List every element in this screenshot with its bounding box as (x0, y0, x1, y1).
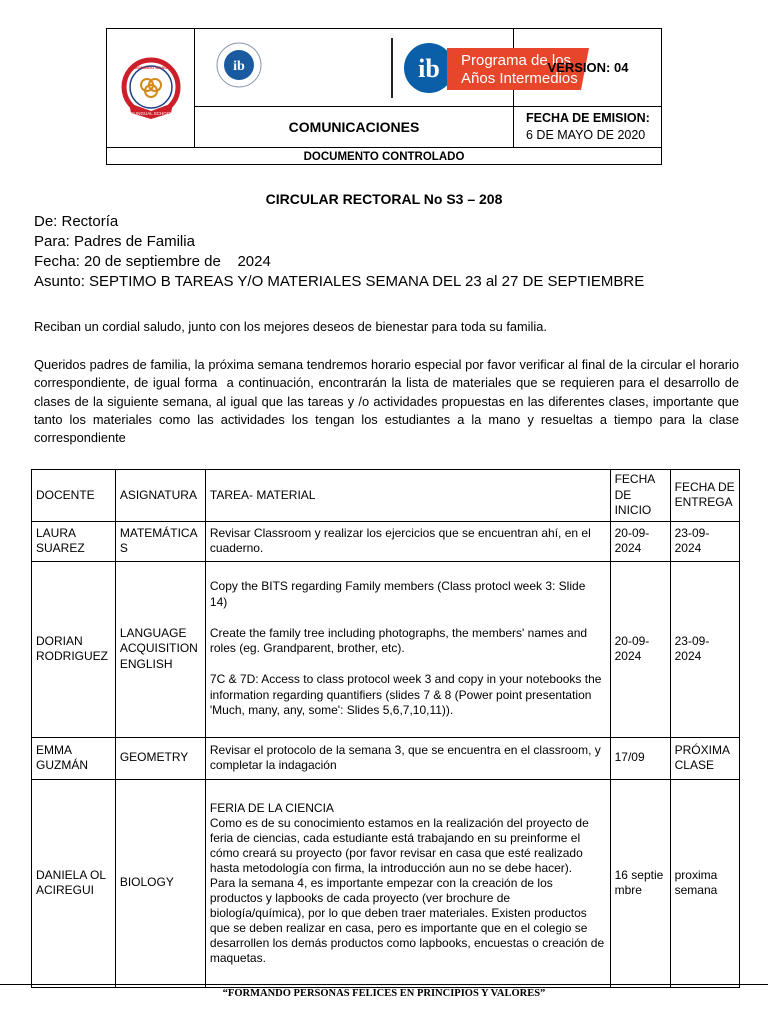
cell-asignatura: MATEMÁTICAS (115, 521, 205, 561)
cell-tarea: Revisar el protocolo de la semana 3, que se encuentra en el classroom, y completar la indagación (205, 737, 610, 779)
comunicaciones-label: COMUNICACIONES (195, 107, 514, 147)
meta-asunto: Asunto: SEPTIMO B TAREAS Y/O MATERIALES SEMANA DEL 23 al 27 DE SEPTIEMBRE (34, 273, 645, 290)
table-header-row (32, 470, 740, 522)
cell-asignatura: GEOMETRY (115, 737, 205, 779)
fecha-emision-value: 6 DE MAYO DE 2020 (526, 128, 646, 142)
cell-docente: LAURA SUAREZ (32, 521, 116, 561)
document-header (106, 28, 662, 165)
school-logo-cell (107, 29, 195, 147)
version-label: VERSION: 04 (514, 29, 662, 107)
cell-docente: DORIAN RODRIGUEZ (32, 561, 116, 737)
header-tarea: TAREA- MATERIAL (205, 470, 610, 522)
cell-tarea: Revisar Classroom y realizar los ejercicios que se encuentran ahí, en el cuaderno. (205, 521, 610, 561)
fecha-emision-label: FECHA DE EMISION: (526, 111, 650, 125)
table-row (32, 779, 740, 987)
svg-text:Programa de los: Programa de los (461, 52, 572, 69)
cell-entrega: proxima semana (670, 779, 739, 987)
svg-text:ib: ib (418, 54, 440, 83)
header-docente: DOCENTE (32, 470, 116, 522)
header-asignatura: ASIGNATURA (115, 470, 205, 522)
cell-asignatura: BIOLOGY (115, 779, 205, 987)
footer-rule (0, 984, 768, 985)
cell-docente: EMMA GUZMÁN (32, 737, 116, 779)
cell-asignatura: LANGUAGE ACQUISITION ENGLISH (115, 561, 205, 737)
tasks-table (31, 469, 740, 988)
header-inicio: FECHA DE INICIO (610, 470, 670, 522)
cell-docente: DANIELA OLACIREGUI (32, 779, 116, 987)
table-row (32, 737, 740, 779)
cell-entrega: PRÓXIMA CLASE (670, 737, 739, 779)
svg-text:Años Intermedios: Años Intermedios (461, 70, 578, 87)
cell-tarea: Copy the BITS regarding Family members (Class protocl week 3: Slide 14) Create the family tree including photographs, the members' names and roles (eg. Grandparent, brother, etc). 7C & 7D: Access to class protocol week 3 and copy in your notebooks the information regarding quantifiers (slides 7 & 8 (Power point presentation 'Much, many, any, some': Slides 5,6,7,10,11)). (205, 561, 610, 737)
documento-controlado: DOCUMENTO CONTROLADO (107, 147, 661, 165)
svg-text:DOMINGO SAVIO: DOMINGO SAVIO (134, 65, 168, 70)
meta-para: Para: Padres de Familia (34, 233, 195, 250)
meta-de: De: Rectoría (34, 213, 119, 230)
cell-tarea: FERIA DE LA CIENCIA Como es de su conocimiento estamos en la realización del proyecto de feria de ciencias, cada estudiante está trabajando en su preinforme el cómo creará su proyecto (por favor revisar en casa que esté realizado hasta metodología con firma, la introducción aun no se debe hacer). Para la semana 4, es importante empezar con la creación de los productos y lapbooks de cada proyecto (ver brochure de biología/química), por lo que deben traer materiales. Existen productos que se deben realizar en casa, pero es importante que en el colegio se desarrollen los demás productos como lapbooks, encuestas o creación de maquetas. (205, 779, 610, 987)
circular-meta (34, 212, 644, 292)
footer-motto: “FORMANDO PERSONAS FELICES EN PRINCIPIOS Y VALORES” (222, 988, 546, 999)
cell-inicio: 16 septiembre (610, 779, 670, 987)
logo-divider (391, 38, 393, 98)
header-entrega: FECHA DE ENTREGA (670, 470, 739, 522)
cell-entrega: 23-09-2024 (670, 561, 739, 737)
svg-text:ib: ib (233, 59, 245, 74)
circular-title: CIRCULAR RECTORAL No S3 – 208 (265, 191, 503, 207)
greeting-paragraph: Reciban un cordial saludo, junto con los mejores deseos de bienestar para toda su familia. (34, 319, 547, 334)
table-row (32, 561, 740, 737)
fecha-emision (514, 107, 662, 147)
cell-inicio: 17/09 (610, 737, 670, 779)
table-row (32, 521, 740, 561)
ib-logos-cell (195, 29, 578, 107)
intro-paragraph: Queridos padres de familia, la próxima semana tendremos horario especial por favor verificar al final de la circular el horario correspondiente, de igual forma a continuación, encontrarán la lista de materiales que se requieren para el desarrollo de clases de la siguiente semana, al igual que las tareas y /o actividades propuestas en las diferentes clases, importante que tanto los materiales como las actividades los tengan los estudiantes a la mano y resueltas a tiempo para la clase correspondiente (34, 357, 743, 446)
cell-inicio: 20-09-2024 (610, 521, 670, 561)
meta-fecha: Fecha: 20 de septiembre de 2024 (34, 253, 271, 270)
svg-text:BILINGUAL SCHOOL: BILINGUAL SCHOOL (129, 111, 173, 116)
school-crest-icon (107, 29, 195, 147)
ib-seal-icon (215, 41, 263, 89)
cell-entrega: 23-09-2024 (670, 521, 739, 561)
cell-inicio: 20-09-2024 (610, 561, 670, 737)
